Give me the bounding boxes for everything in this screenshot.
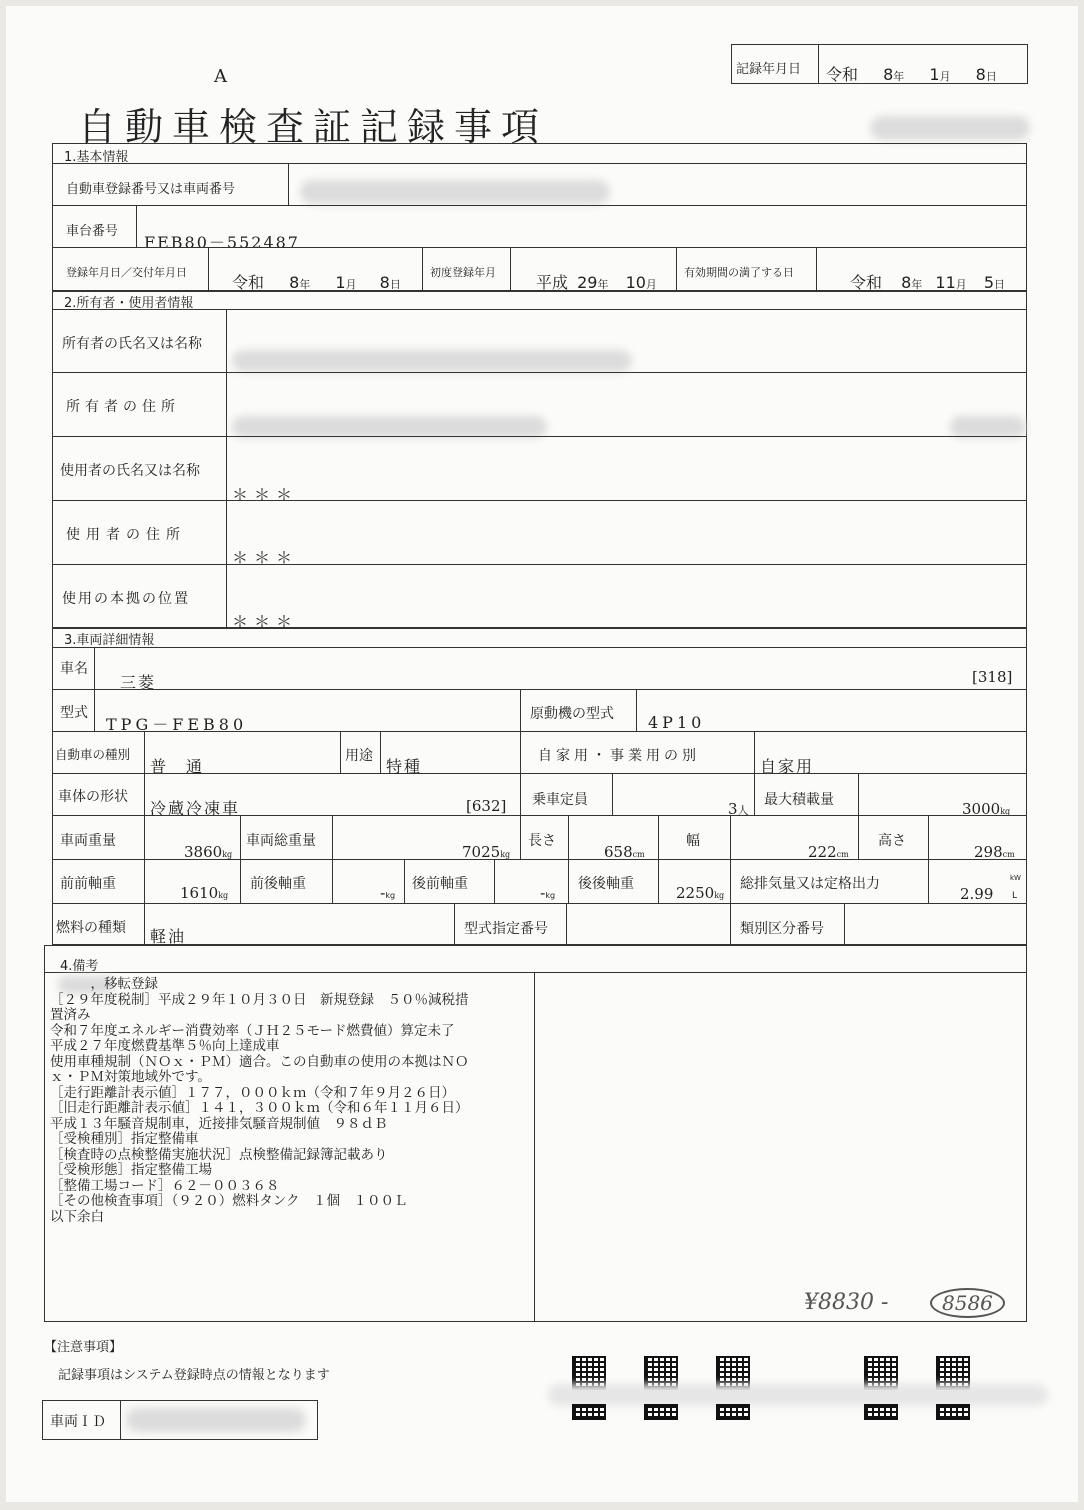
handwritten-circled-number: 8586 bbox=[930, 1288, 1005, 1318]
body-shape-code: [632] bbox=[466, 797, 507, 815]
rf-axle-value: -kg bbox=[540, 884, 556, 902]
displacement-value: 2.99 bbox=[960, 885, 994, 903]
vehicle-name-code: [318] bbox=[972, 668, 1013, 686]
capacity-label: 乗車定員 bbox=[532, 792, 588, 808]
displacement-unit-l: L bbox=[1012, 891, 1018, 901]
rr-axle-label: 後後軸重 bbox=[578, 876, 634, 892]
qr-code-6 bbox=[572, 1404, 606, 1420]
section-basic-title: 1.基本情報 bbox=[64, 150, 129, 165]
model-label: 型式 bbox=[60, 705, 88, 721]
handwritten-price: ¥8830 - bbox=[804, 1290, 889, 1315]
class-number-label: 類別区分番号 bbox=[740, 921, 824, 937]
max-load-label: 最大積載量 bbox=[764, 792, 834, 808]
remarks-line: ［２９年度税制］平成２９年１０月３０日 新規登録 ５０％減税措 bbox=[50, 991, 469, 1008]
use-label: 用途 bbox=[345, 748, 373, 764]
private-business-label: 自家用・事業用の別 bbox=[538, 748, 700, 764]
first-reg-label: 初度登録年月 bbox=[430, 266, 496, 279]
redacted-vehicle-id bbox=[126, 1408, 306, 1432]
record-date-value: 令和 8年 1月 8日 bbox=[826, 65, 997, 84]
displacement-label: 総排気量又は定格出力 bbox=[740, 876, 880, 892]
expiry-value: 令和 8年 11月 5日 bbox=[850, 273, 1006, 292]
vehicle-kind-label: 自動車の種別 bbox=[55, 747, 131, 762]
max-load-value: 3000kg bbox=[962, 800, 1011, 818]
notice-label: 【注意事項】 bbox=[44, 1340, 123, 1355]
remarks-text bbox=[50, 977, 530, 1225]
expiry-label: 有効期間の満了する日 bbox=[684, 266, 794, 279]
chassis-label: 車台番号 bbox=[66, 224, 119, 239]
remarks-line: ，移転登録 bbox=[50, 976, 158, 992]
redacted-reg-no bbox=[300, 180, 610, 204]
reg-date-label: 登録年月日／交付年月日 bbox=[66, 266, 187, 279]
remarks-line: ［整備工場コード］６２－００３６８ bbox=[50, 1177, 280, 1194]
page-title: 自動車検査証記録事項 bbox=[78, 105, 549, 149]
gross-weight-value: 7025kg bbox=[462, 843, 511, 861]
remarks-line: 使用車種規制（ＮＯｘ・ＰＭ）適合。この自動車の使用の本拠はＮＯ bbox=[50, 1053, 469, 1070]
vehicle-id-label: 車両ＩＤ bbox=[50, 1414, 106, 1430]
base-location-label: 使用の本拠の位置 bbox=[62, 591, 190, 607]
remarks-line: ｘ・ＰＭ対策地域外です。 bbox=[50, 1069, 211, 1085]
notice-text: 記録事項はシステム登録時点の情報となります bbox=[58, 1368, 330, 1383]
section-remarks-title: 4.備考 bbox=[60, 959, 99, 974]
fr-axle-value: -kg bbox=[380, 884, 396, 902]
width-label: 幅 bbox=[686, 833, 700, 849]
height-value: 298cm bbox=[974, 843, 1015, 861]
qr-code-8 bbox=[716, 1404, 750, 1420]
fr-axle-label: 前後軸重 bbox=[250, 876, 306, 892]
section-vehicle-title: 3.車両詳細情報 bbox=[64, 633, 155, 648]
record-date-label: 記録年月日 bbox=[736, 62, 802, 77]
displacement-unit-kw: kW bbox=[1010, 874, 1021, 882]
height-label: 高さ bbox=[878, 833, 906, 849]
fuel-value: 軽油 bbox=[150, 927, 187, 946]
redacted-owner-address bbox=[232, 416, 547, 438]
chassis-number: FEB80－552487 bbox=[144, 233, 300, 252]
user-name-label: 使用者の氏名又は名称 bbox=[60, 463, 200, 479]
owner-address-label: 所有者の住所 bbox=[66, 399, 180, 415]
remarks-line: 平成２７年度燃費基準５％向上達成車 bbox=[50, 1038, 280, 1054]
length-label: 長さ bbox=[528, 833, 556, 849]
remarks-line: 令和７年度エネルギー消費効率（ＪＨ２５モード燃費値）算定未了 bbox=[50, 1022, 455, 1039]
redacted-owner-address-2 bbox=[950, 416, 1026, 438]
remarks-line: 平成１３年騒音規制車，近接排気騒音規制値 ９８ｄＢ bbox=[50, 1115, 388, 1132]
rf-axle-label: 後前軸重 bbox=[412, 876, 468, 892]
type-designation-label: 型式指定番号 bbox=[464, 921, 548, 937]
private-business-value: 自家用 bbox=[760, 757, 815, 776]
redacted-area bbox=[870, 116, 1030, 140]
remarks-line: ［検査時の点検整備実施状況］点検整備記録簿記載あり bbox=[50, 1146, 388, 1163]
vehicle-weight-value: 3860kg bbox=[184, 843, 233, 861]
body-shape-value: 冷蔵冷凍車 bbox=[150, 799, 241, 818]
reg-date-value: 令和 8年 1月 8日 bbox=[232, 273, 401, 292]
engine-type-label: 原動機の型式 bbox=[530, 706, 614, 722]
remarks-line: ［旧走行距離計表示値］１４１，３００ｋｍ（令和６年１１月６日） bbox=[50, 1100, 469, 1116]
section-owner-title: 2.所有者・使用者情報 bbox=[64, 296, 194, 311]
gross-weight-label: 車両総重量 bbox=[246, 833, 316, 849]
redacted-qr-strip bbox=[548, 1384, 1048, 1406]
body-shape-label: 車体の形状 bbox=[58, 789, 128, 805]
reg-no-label: 自動車登録番号又は車両番号 bbox=[66, 182, 236, 197]
qr-code-9 bbox=[864, 1404, 898, 1420]
length-value: 658cm bbox=[604, 843, 645, 861]
remarks-line: ［受検形態］指定整備工場 bbox=[50, 1162, 212, 1178]
user-address-value: ＊＊＊ bbox=[232, 548, 299, 567]
vehicle-name-value: 三菱 bbox=[120, 673, 157, 692]
owner-name-label: 所有者の氏名又は名称 bbox=[62, 336, 202, 352]
remarks-line: ［受検種別］指定整備車 bbox=[50, 1131, 199, 1147]
user-address-label: 使用者の住所 bbox=[66, 527, 186, 543]
first-reg-value: 平成 29年 10月 bbox=[536, 273, 657, 292]
user-name-value: ＊＊＊ bbox=[232, 485, 299, 504]
qr-code-7 bbox=[644, 1404, 678, 1420]
width-value: 222cm bbox=[808, 843, 849, 861]
use-value: 特種 bbox=[386, 757, 423, 776]
remarks-line: ［走行距離計表示値］１７７，０００ｋｍ（令和７年９月２６日） bbox=[50, 1084, 455, 1101]
capacity-value: 3人 bbox=[728, 800, 749, 818]
ff-axle-value: 1610kg bbox=[180, 884, 229, 902]
ff-axle-label: 前前軸重 bbox=[60, 876, 116, 892]
remarks-line: ［その他検査事項］（９２０）燃料タンク １個 １００Ｌ bbox=[50, 1193, 408, 1209]
engine-type-value: 4P10 bbox=[648, 713, 706, 732]
redacted-owner-name bbox=[232, 350, 632, 372]
qr-code-10 bbox=[936, 1404, 970, 1420]
vehicle-weight-label: 車両重量 bbox=[60, 833, 116, 849]
rr-axle-value: 2250kg bbox=[676, 884, 725, 902]
remarks-line: 置済み bbox=[50, 1007, 91, 1023]
basic-info-section bbox=[52, 143, 1027, 291]
vehicle-name-label: 車名 bbox=[60, 661, 88, 677]
corner-mark: A bbox=[214, 66, 227, 87]
remarks-line: 以下余白 bbox=[50, 1208, 104, 1225]
vehicle-kind-value: 普 通 bbox=[150, 757, 205, 776]
base-location-value: ＊＊＊ bbox=[232, 612, 299, 631]
model-value: TPG－FEB80 bbox=[106, 715, 248, 734]
fuel-label: 燃料の種類 bbox=[56, 920, 126, 936]
